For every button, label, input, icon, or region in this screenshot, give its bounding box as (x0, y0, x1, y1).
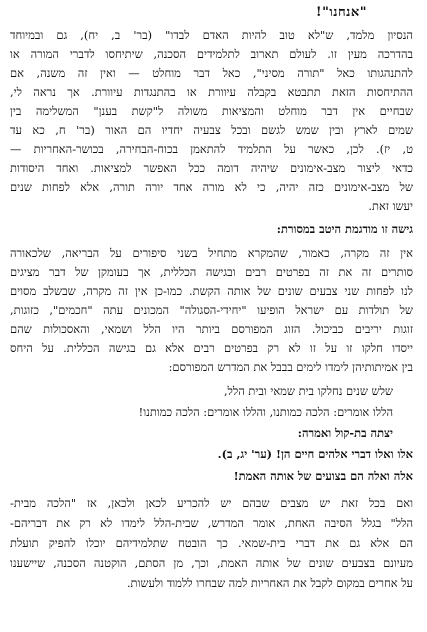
paragraph1-line: של מצב-אימונים כזה יהיה, כי לא מורה אחד יורה תורה, אלא לפחות שנים (10, 180, 413, 194)
paragraph2-line: אין זה מקרה, כאמור, שהמקרא מתחיל בשני סיפורים על הבריאה, שלכאורה (10, 246, 413, 260)
paragraph1-line: שבחיים אין דבר מוחלט והמציאות משולה ל"קשת בענן" המשלימה בין (10, 104, 413, 118)
paragraph1-line: ההתיחסות הזאת תתבטא בקבלה עיוורת או בהתנגדות עיוורת. אך נראה לי, (10, 85, 413, 99)
paragraph2-line: זוגות יריבים כביכול. הזוג המפורסם ביותר היו הלל ושמאי, והאסכולות שהם (10, 322, 413, 336)
paragraph1-line: הנסיון מלמד, ש"לא טוב להיות האדם לבדו" (בר' ב, יח), גם ובמיוחד (10, 28, 413, 42)
paragraph3-line: על אחרים במקום לקבל את האחריות למה שבחרו ללמוד ולעשות. (126, 576, 413, 590)
paragraph3-line: הם אלא גם את דברי בית-שמאי. כך הובטח שתלמידיהם יוכלו להפיק תועלת (10, 536, 413, 550)
paragraph1-line: ט, יז). לכן, כאשר על התלמיד להתאמן בכוח-הבחירה, בכושר-האחריות — (10, 142, 413, 156)
paragraph3-line: הלל" בגלל הסיבה האחת, אומר המדרש, שבית-הלל לימדו לא רק את דבריהם- (10, 516, 413, 530)
paragraph2-line: ייסדו חלקו זו על זו לא רק בפרטים רבים אלא גם בגישה הכללית. על היחס (10, 341, 413, 355)
paragraph3-line: מעיונם בצבעים שונים של אותה האמת, וכך, מן הסתם, הוקטנה הסכנה, שיישענו (10, 556, 413, 570)
paragraph3-line: ואם בכל זאת יש מצבים שבהם יש להכריע לכאן ולכאן, אז "הלכה מבית- (10, 496, 413, 510)
quote-conclusion: אלה ואלה הם בצועים של אותה האמת! (233, 469, 413, 483)
paragraph2-line: בין אמיתותיהן לימדו לימים בבבל את המדרש המפורסם: (168, 360, 413, 374)
paragraph1-line: בהדרכה מעין זו. לעולם תארוב לתלמידים הסכנה, שיתיחסו לדברי המורה או (10, 47, 413, 61)
paragraph1-line: כדאי ליצור מצב-אימונים שיהיה דומה ככל האפשר למציאות. ואחד היסודות (10, 161, 413, 175)
quote-line: אלו ואלו דברי אלהים חיים הן! (ער' יג, ב). (217, 447, 413, 461)
paragraph2-line: סותרים זה את זה בפרטים רבים ובגישה הכללית, אך בעומקן של דבר מציגים (10, 265, 413, 279)
paragraph1-line: להתנהגותו כאל "תורה מסיני", כאל דבר מוחלט — ואין זה משנה, אם (10, 66, 413, 80)
quote-line: הללו אומרים: הלכה כמותנו, והללו אומרים: הלכה כמותנו! (138, 405, 393, 419)
paragraph1-line: שמים לארץ ובין שמש לגשם ובכל צבעיה יחדיו הם האור (בר' ח, כא עד (10, 123, 413, 137)
section-heading: "אנחנו"! (315, 5, 367, 20)
paragraph1-line: יעשו זאת. (368, 199, 413, 213)
paragraph2-line: לנו לפחות שני צבעים שונים של אותה הקשת. כמו-כן אין זה מקרה, שבשלב מסוים (10, 284, 413, 298)
paragraph2-line: של תולדות עם ישראל הופיעו "יחידי-הסגולה" המכונים עתה "חכמים", כזוגות, (10, 303, 413, 317)
subheading: גישה זו מודגמת היטב במסורת: (276, 222, 413, 236)
quote-line: שלש שנים נחלקו בית שמאי ובית הלל, (223, 384, 393, 398)
quote-line: יצתה בת-קול ואמרה: (297, 426, 393, 440)
